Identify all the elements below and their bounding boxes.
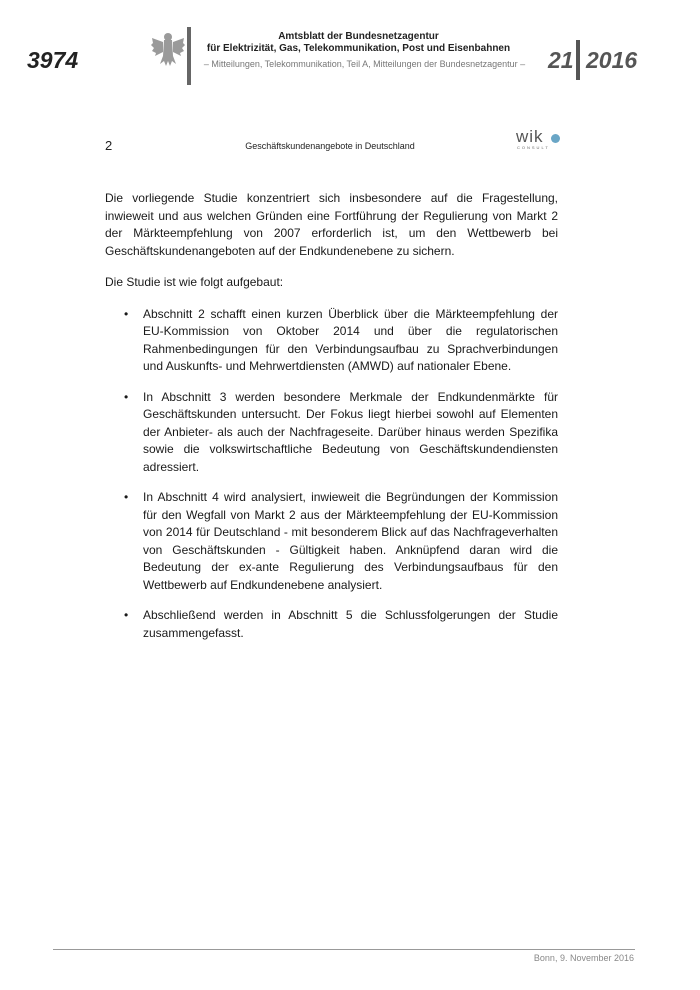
footer-divider bbox=[53, 949, 635, 950]
section-list bbox=[105, 306, 558, 643]
body-text bbox=[105, 190, 558, 655]
issue-number: 21 bbox=[548, 47, 574, 73]
list-item-text: Abschnitt 2 schafft einen kurzen Überblick über die Märkteempfehlung der EU-Kommission von Oktober 2014 und über die regulatorischen Rahmenbedingungen für den Verbindungsaufbau zu Sprachverbindungen und Auskunfts- und Mehrwertdiensten (AMWD) auf nationaler Ebene. bbox=[143, 306, 558, 373]
intro-paragraph: Die vorliegende Studie konzentriert sich insbesondere auf die Fragestellung, inwieweit und aus welchen Gründen eine Fortführung der Regulierung von Markt 2 der Märkteempfehlung von 2007 erforderlich ist, um den Wettbewerb bei Geschäftskundenangeboten auf der Endkundenebene zu sichern. bbox=[105, 191, 558, 258]
bullet-icon: • bbox=[124, 608, 129, 622]
wik-logo-sub: CONSULT bbox=[517, 145, 550, 150]
footer-date: Bonn, 9. November 2016 bbox=[533, 953, 634, 963]
bullet-icon: • bbox=[124, 389, 129, 404]
structure-paragraph: Die Studie ist wie folgt aufgebaut: bbox=[105, 275, 284, 289]
inner-page-number: 2 bbox=[105, 138, 113, 153]
gazette-title bbox=[196, 31, 521, 55]
page-number: 3974 bbox=[27, 47, 79, 73]
list-item bbox=[105, 306, 558, 376]
list-item-text: In Abschnitt 4 wird analysiert, inwieweit die Begründungen der Kommission für den Wegfall von Markt 2 aus der Märkteempfehlung der EU-Kommission von 2014 für Deutschland - mit besonderem Blick auf das Nachfrageverhalten von Geschäftskunden - Gültigkeit haben. Anknüpfend daran wird die Bedeutung der ex-ante Regulierung des Verbindungsaufbaus für den Wettbewerb auf Endkundenebene analysiert. bbox=[143, 490, 558, 592]
bullet-icon: • bbox=[124, 490, 129, 504]
header-divider-bar bbox=[187, 27, 191, 85]
list-item bbox=[105, 489, 558, 594]
list-item-text: Abschließend werden in Abschnitt 5 die Schlussfolgerungen der Studie zusammengefasst. bbox=[143, 608, 558, 640]
wik-logo-dot bbox=[551, 134, 560, 143]
federal-eagle-icon bbox=[150, 30, 186, 70]
issue-divider-bar bbox=[576, 40, 580, 80]
issue-year: 2016 bbox=[586, 47, 638, 73]
list-item bbox=[105, 607, 558, 642]
running-title: Geschäftskundenangebote in Deutschland bbox=[245, 141, 415, 151]
list-item bbox=[105, 389, 558, 477]
gazette-title-line2: für Elektrizität, Gas, Telekommunikation, Post und Eisenbahnen bbox=[206, 43, 511, 54]
list-item-text: In Abschnitt 3 werden besondere Merkmale der Endkundenmärkte für Geschäftskunden untersucht. Der Fokus liegt hierbei sowohl auf Elementen der Anbieter- als auch der Nachfrageseite. Darüber hinaus werden Spezifika sowie die volkswirtschaftliche Bedeutung von Geschäftskundendiensten adressiert. bbox=[143, 389, 558, 474]
wik-consult-logo bbox=[516, 127, 562, 153]
gazette-title-line1: Amtsblatt der Bundesnetzagentur bbox=[278, 31, 439, 42]
wik-logo-word: wik bbox=[516, 127, 544, 146]
bullet-icon: • bbox=[124, 306, 129, 321]
gazette-subtitle: – Mitteilungen, Telekommunikation, Teil A, Mitteilungen der Bundesnetzagentur – bbox=[203, 59, 526, 69]
